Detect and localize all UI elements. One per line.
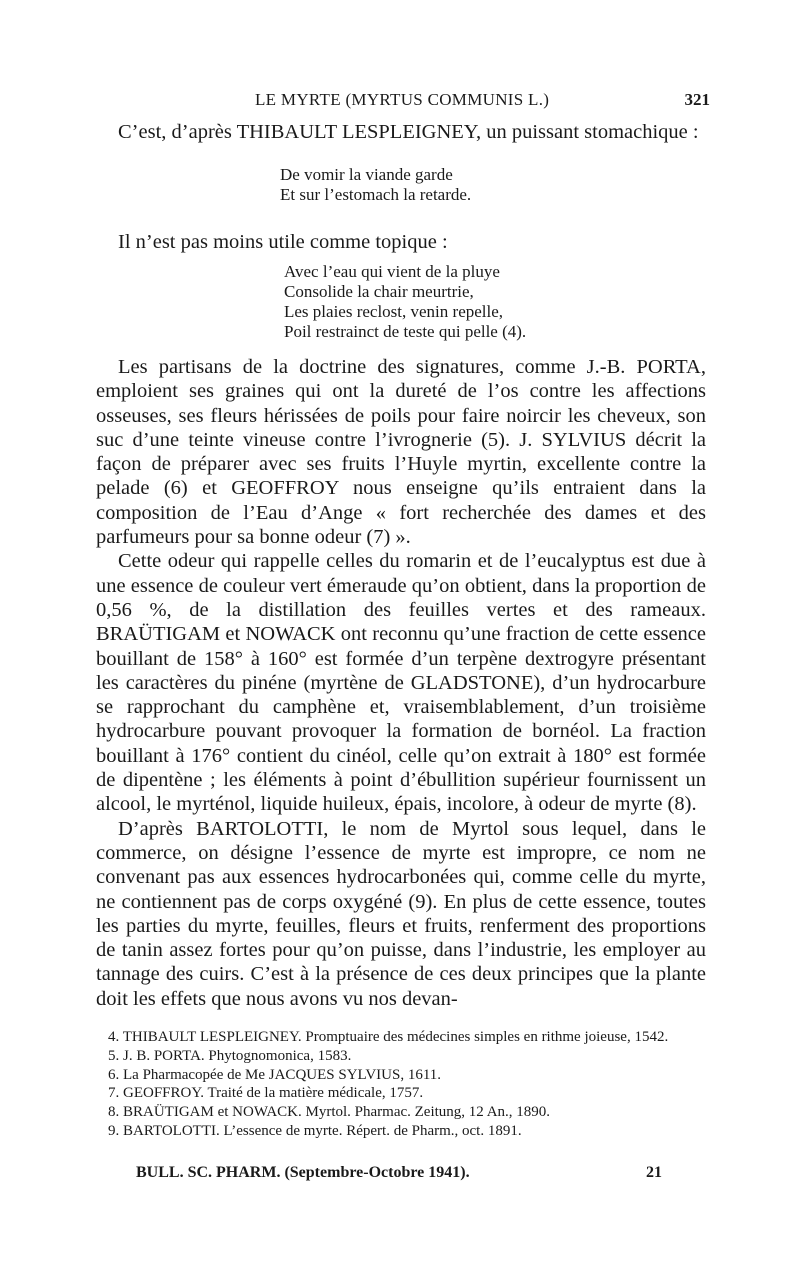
journal-citation: BULL. SC. PHARM. (Septembre-Octobre 1941).: [136, 1164, 470, 1181]
footnote: 8. BRAÜTIGAM et NOWACK. Myrtol. Pharmac. Zeitung, 12 An., 1890.: [108, 1104, 551, 1121]
page-header: [0, 90, 800, 114]
verse-line: Avec l’eau qui vient de la pluye: [284, 262, 500, 281]
footnote: 9. BARTOLOTTI. L’essence de myrte. Répert. de Pharm., oct. 1891.: [108, 1122, 522, 1139]
verse-2: [284, 262, 526, 342]
verse-line: Consolide la chair meurtrie,: [284, 282, 474, 301]
running-head: LE MYRTE (MYRTUS COMMUNIS L.): [255, 90, 550, 109]
verse-line: Les plaies reclost, venin repelle,: [284, 302, 504, 321]
topique-line: Il n’est pas moins utile comme topique :: [118, 231, 448, 253]
paragraph-signatures: Les partisans de la doctrine des signatures, comme J.-B. PORTA, emploient ses graines qui ont la dureté de l’os contre les affections osseuses, ses fleurs hérissées de poils pour faire noircir les cheveux, son suc d’une teinte vineuse contre l’ivrognerie (5). J. SYLVIUS décrit la façon de préparer avec ses fruits l’Huyle myrtin, excellente contre la pelade (6) et GEOFFROY nous enseigne qu’ils entraient dans la composition de l’Eau d’Ange « fort recherchée des dames et des parfumeurs pour sa bonne odeur (7) ».: [96, 356, 706, 549]
signature-number: 21: [646, 1164, 662, 1181]
paragraph-myrtol: D’après BARTOLOTTI, le nom de Myrtol sous lequel, dans le commerce, on désigne l’essence de myrte est impropre, ce nom ne convenant pas aux essences hydrocarbonées qui, comme celle du myrte, ne contiennent pas de corps oxygéné (9). En plus de cette essence, toutes les parties du myrte, feuilles, fleurs et fruits, renferment des proportions de tanin assez fortes pour qu’on puisse, dans l’industrie, les employer au tannage des cuirs. C’est à la présence de ces deux principes que la plante doit les effets que nous avons vu nos devan-: [96, 817, 706, 1010]
footnote: 7. GEOFFROY. Traité de la matière médicale, 1757.: [108, 1085, 424, 1102]
footnote: 4. THIBAULT LESPLEIGNEY. Promptuaire des médecines simples en rithme joieuse, 1542.: [108, 1029, 669, 1045]
body-text: [96, 120, 706, 144]
paragraph-essence: Cette odeur qui rappelle celles du romarin et de l’eucalyptus est due à une essence de couleur vert émeraude qu’on obtient, dans la proportion de 0,56 %, de la distillation des feuilles vertes et des rameaux. BRAÜTIGAM et NOWACK ont reconnu qu’une fraction de cette essence bouillant de 158° à 160° est formée d’un terpène dextrogyre présentant les caractères du pinéne (myrtène de GLADSTONE), d’un hydrocarbure se rapprochant du camphène et, vraisemblablement, d’un troisième hydrocarbure pouvant provoquer la formation de bornéol. La fraction bouillant à 176° contient du cinéol, celle qu’on extrait à 180° est formée de dipentène ; les éléments à point d’ébullition supérieur fournissent un alcool, le myrténol, liquide huileux, épais, incolore, à odeur de myrte (8).: [96, 550, 706, 816]
verse-line: De vomir la viande garde: [280, 165, 453, 184]
verse-1: [280, 165, 471, 205]
topique-block: [96, 230, 706, 254]
verse-line: Poil restrainct de teste qui pelle (4).: [284, 322, 527, 341]
footnote: 6. La Pharmacopée de Me JACQUES SYLVIUS, 1611.: [108, 1066, 442, 1083]
footnotes: [108, 1028, 708, 1141]
footnote: 5. J. B. PORTA. Phytognomonica, 1583.: [108, 1047, 352, 1064]
intro-line: C’est, d’après THIBAULT LESPLEIGNEY, un puissant stomachique :: [118, 121, 699, 143]
main-text: [96, 355, 706, 1011]
page-number: 321: [684, 90, 710, 109]
verse-line: Et sur l’estomach la retarde.: [280, 185, 472, 204]
